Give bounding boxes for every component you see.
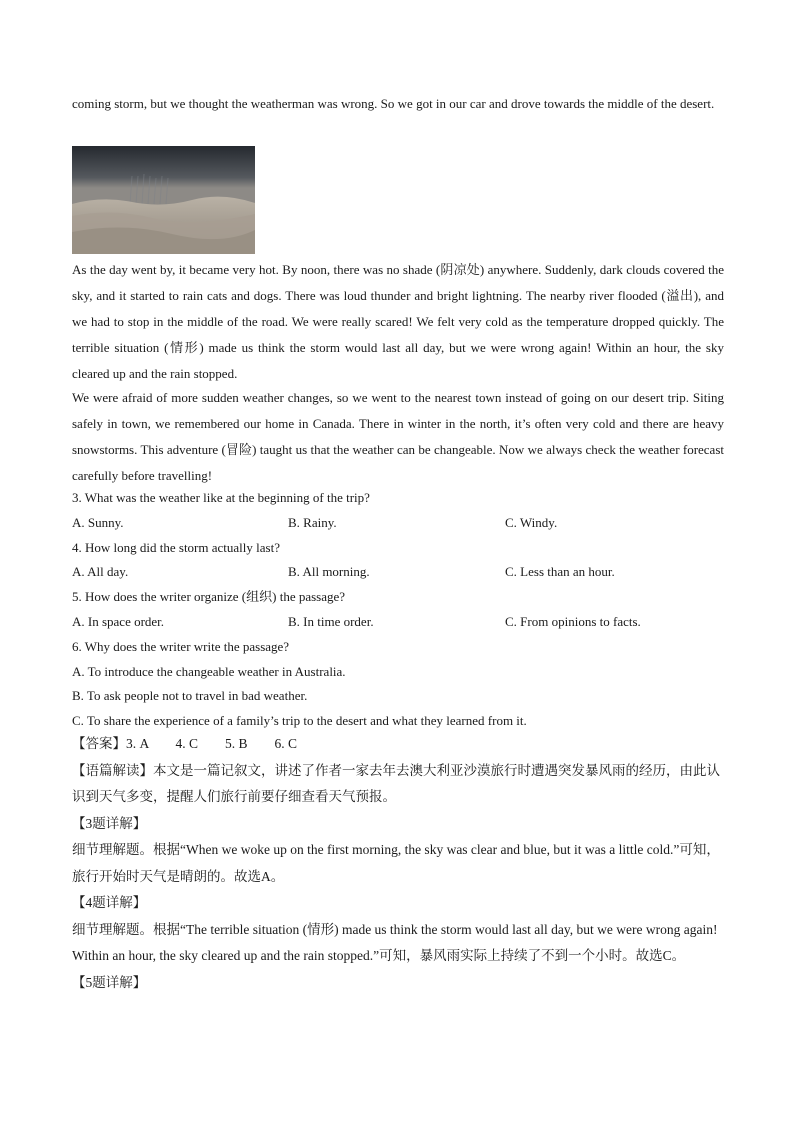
q5-heading: 【5题详解】 [72, 974, 147, 990]
option-b: B. To ask people not to travel in bad weather. [72, 688, 308, 704]
desert-storm-illustration [72, 146, 255, 254]
question-6: 6. Why does the writer write the passage? [72, 638, 290, 654]
option-a: A. All day. [72, 564, 129, 580]
question-3: 3. What was the weather like at the beginning of the trip? [72, 490, 370, 505]
passage-analysis: 【语篇解读】本文是一篇记叙文，讲述了作者一家去年去澳大利亚沙漠旅行时遭遇突发暴风雨的经历，由此认识到天气多变，提醒人们旅行前要仔细查看天气预报。 [72, 762, 720, 804]
question-5-options [72, 610, 724, 635]
question-4-options [72, 560, 724, 585]
paragraph-2: As the day went by, it became very hot. By noon, there was no shade (阴凉处) anywhere. Suddenly, dark clouds covered the sky, and it started to rain cats and dogs. There was loud thunder and bright lightning. The nearby river flooded (溢出), and we had to stop in the middle of the road. We were really scared! We felt very cold as the temperature dropped quickly. The terrible situation (情形) made us think the storm would last all day, but we were wrong again! Within an hour, the sky cleared up and the rain stopped. [72, 262, 724, 381]
answer-analysis-block [72, 731, 724, 996]
q4-heading: 【4题详解】 [72, 895, 147, 910]
option-b: B. In time order. [288, 613, 374, 629]
paragraph-3: We were afraid of more sudden weather changes, so we went to the nearest town instead of going on our desert trip. Siting safely in town, we remembered our home in Canada. There in winter in the north, it’s often very cold and there are heavy snowstorms. This adventure (冒险) taught us that the weather can be changeable. Now we always check the weather forecast carefully before travelling! [72, 390, 724, 483]
answer-key: 【答案】3. A 4. C 5. B 6. C [72, 736, 298, 751]
option-b: B. All morning. [288, 564, 370, 580]
question-4: 4. How long did the storm actually last? [72, 539, 280, 555]
option-c: C. From opinions to facts. [505, 613, 641, 629]
option-c: C. Windy. [505, 514, 558, 530]
q3-heading: 【3题详解】 [72, 815, 147, 831]
option-c: C. To share the experience of a family’s trip to the desert and what they learned from it. [72, 713, 527, 729]
question-3-options [72, 511, 724, 536]
question-5: 5. How does the writer organize (组织) the passage? [72, 589, 346, 605]
option-b: B. Rainy. [288, 514, 337, 530]
questions-block [72, 486, 724, 734]
q3-explanation: 细节理解题。根据“When we woke up on the first morning, the sky was clear and blue, but it was a little cold.”可知，旅行开始时天气是晴朗的。故选A。 [72, 842, 720, 884]
desert-storm-photo [72, 146, 255, 254]
option-a: A. Sunny. [72, 514, 124, 530]
option-a: A. To introduce the changeable weather in Australia. [72, 663, 346, 679]
option-c: C. Less than an hour. [505, 564, 615, 580]
option-a: A. In space order. [72, 613, 165, 629]
passage-continuation: coming storm, but we thought the weatherman was wrong. So we got in our car and drove towards the middle of the desert. [72, 96, 715, 111]
q4-explanation: 细节理解题。根据“The terrible situation (情形) made us think the storm would last all day, but we were wrong again! Within an hour, the sky cleared up and the rain stopped.”可知，暴风雨实际上持续了不到一个小时。故选C。 [72, 921, 718, 963]
